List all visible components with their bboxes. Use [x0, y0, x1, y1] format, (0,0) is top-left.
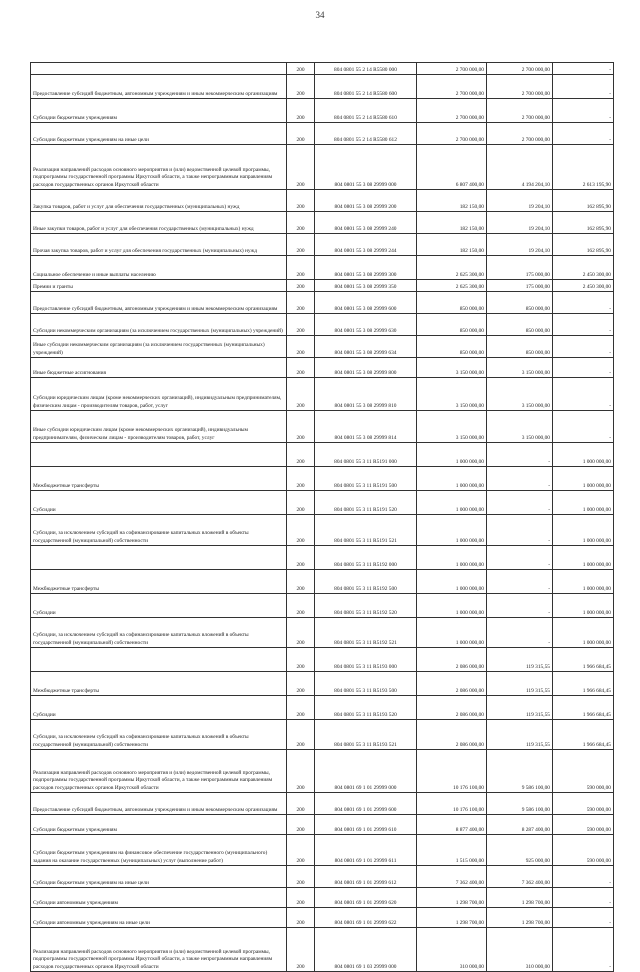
cell-name: Реализация направлений расходов основного мероприятия и (или) ведомственной целевой программы, подпрограммы государственной программы Иркутской области, а также непрограммным направлениям расходов государственных органов Иркутской области	[31, 750, 287, 793]
table-row	[31, 256, 614, 280]
cell-v2: 9 586 100,00	[487, 750, 553, 793]
cell-kbk: 804 0801 69 1 01 29999 600	[315, 793, 417, 815]
cell-v1: 182 150,00	[417, 234, 487, 256]
cell-name	[31, 648, 287, 672]
cell-code: 200	[287, 696, 315, 720]
cell-name: Субсидии	[31, 594, 287, 618]
cell-v3: 2 450 300,00	[553, 256, 614, 280]
cell-v1: 1 000 000,00	[417, 570, 487, 594]
cell-v3: -	[553, 928, 614, 972]
cell-v1: 1 298 700,00	[417, 908, 487, 928]
table-row	[31, 190, 614, 212]
cell-v3: -	[553, 292, 614, 314]
cell-v3: 1 966 684,45	[553, 696, 614, 720]
cell-kbk: 804 0801 55 3 11 R5191 520	[315, 491, 417, 515]
cell-name: Закупка товаров, работ и услуг для обеспечения государственных (муниципальных) нужд	[31, 190, 287, 212]
cell-v1: 8 877 400,00	[417, 815, 487, 835]
table-row	[31, 618, 614, 648]
cell-v3: -	[553, 888, 614, 908]
cell-v2: 175 000,00	[487, 256, 553, 280]
cell-v1: 3 150 000,00	[417, 411, 487, 443]
cell-v2: -	[487, 515, 553, 546]
cell-v1: 3 150 000,00	[417, 358, 487, 378]
cell-v1: 310 000,00	[417, 928, 487, 972]
table-row	[31, 546, 614, 570]
cell-v1: 182 150,00	[417, 190, 487, 212]
cell-v1: 2 625 300,00	[417, 256, 487, 280]
cell-v1: 2 625 300,00	[417, 280, 487, 292]
cell-v1: 2 700 000,00	[417, 123, 487, 145]
cell-kbk: 804 0801 55 3 08 29999 200	[315, 190, 417, 212]
cell-code: 200	[287, 546, 315, 570]
cell-kbk: 804 0801 55 3 11 R5192 521	[315, 618, 417, 648]
table-row	[31, 145, 614, 190]
cell-v1: 1 000 000,00	[417, 618, 487, 648]
cell-v3: 1 966 684,45	[553, 648, 614, 672]
cell-code: 200	[287, 443, 315, 467]
cell-code: 200	[287, 594, 315, 618]
cell-v3: 1 000 000,00	[553, 618, 614, 648]
table-row	[31, 835, 614, 866]
cell-v2: 119 315,55	[487, 672, 553, 696]
cell-name: Субсидии некоммерческим организациям (за исключением государственных (муниципальных) учреждений)	[31, 314, 287, 336]
cell-name: Субсидии, за исключением субсидий на софинансирование капитальных вложений в объекты государственной (муниципальной) собственности	[31, 515, 287, 546]
cell-name: Реализация направлений расходов основного мероприятия и (или) ведомственной целевой программы, подпрограммы государственной программы Иркутской области, а также непрограммным направлениям расходов государственных органов Иркутской области	[31, 145, 287, 190]
cell-v2: -	[487, 491, 553, 515]
cell-v1: 1 000 000,00	[417, 491, 487, 515]
table-row	[31, 123, 614, 145]
cell-name	[31, 63, 287, 75]
cell-kbk: 804 0801 55 3 08 29999 300	[315, 256, 417, 280]
cell-v2: 850 000,00	[487, 336, 553, 358]
cell-v3: -	[553, 358, 614, 378]
cell-kbk: 804 0801 69 1 01 29999 622	[315, 908, 417, 928]
cell-code: 200	[287, 212, 315, 234]
cell-v2: 119 315,55	[487, 696, 553, 720]
cell-code: 200	[287, 570, 315, 594]
table-row	[31, 467, 614, 491]
cell-v1: 2 086 000,00	[417, 648, 487, 672]
cell-kbk: 804 0801 55 3 11 R5193 000	[315, 648, 417, 672]
cell-name: Межбюджетные трансферты	[31, 570, 287, 594]
cell-v3: 1 000 000,00	[553, 594, 614, 618]
cell-v2: 1 298 700,00	[487, 908, 553, 928]
cell-v2: -	[487, 443, 553, 467]
cell-name: Межбюджетные трансферты	[31, 672, 287, 696]
cell-v1: 2 086 000,00	[417, 696, 487, 720]
cell-kbk: 804 0801 55 2 14 R5580 610	[315, 99, 417, 123]
cell-code: 200	[287, 378, 315, 411]
cell-kbk: 804 0801 55 2 14 R5580 600	[315, 75, 417, 99]
cell-v3: 162 895,90	[553, 190, 614, 212]
cell-v2: -	[487, 594, 553, 618]
cell-v1: 1 000 000,00	[417, 515, 487, 546]
table-row	[31, 515, 614, 546]
cell-v2: -	[487, 546, 553, 570]
cell-name: Субсидии бюджетным учреждениям	[31, 99, 287, 123]
cell-v1: 6 807 400,00	[417, 145, 487, 190]
cell-v1: 10 176 100,00	[417, 750, 487, 793]
cell-kbk: 804 0801 69 1 01 29999 620	[315, 888, 417, 908]
cell-v2: -	[487, 467, 553, 491]
cell-name: Субсидии бюджетным учреждениям на иные цели	[31, 866, 287, 888]
table-row	[31, 750, 614, 793]
cell-v3: 1 966 684,45	[553, 720, 614, 750]
cell-code: 200	[287, 358, 315, 378]
cell-v3: 162 895,90	[553, 234, 614, 256]
cell-v1: 1 298 700,00	[417, 888, 487, 908]
cell-kbk: 804 0801 55 3 08 29999 000	[315, 145, 417, 190]
cell-name: Прочая закупка товаров, работ и услуг для обеспечения государственных (муниципальных) нужд	[31, 234, 287, 256]
cell-kbk: 804 0801 55 3 08 29999 800	[315, 358, 417, 378]
cell-code: 200	[287, 491, 315, 515]
cell-name: Субсидии	[31, 491, 287, 515]
cell-v3: 1 000 000,00	[553, 491, 614, 515]
cell-kbk: 804 0801 55 2 14 R5580 612	[315, 123, 417, 145]
cell-v2: 925 000,00	[487, 835, 553, 866]
table-row	[31, 358, 614, 378]
cell-v1: 1 000 000,00	[417, 546, 487, 570]
cell-code: 200	[287, 888, 315, 908]
cell-code: 200	[287, 256, 315, 280]
cell-kbk: 804 0801 55 3 08 29999 634	[315, 336, 417, 358]
cell-v2: 850 000,00	[487, 314, 553, 336]
cell-kbk: 804 0801 55 3 11 R5191 500	[315, 467, 417, 491]
cell-kbk: 804 0801 55 3 08 29999 630	[315, 314, 417, 336]
cell-name: Субсидии автономным учреждениям на иные цели	[31, 908, 287, 928]
cell-kbk: 804 0801 55 3 11 R5193 500	[315, 672, 417, 696]
table-row	[31, 908, 614, 928]
cell-v2: 19 204,10	[487, 212, 553, 234]
cell-name: Предоставление субсидий бюджетным, автономным учреждениям и иным некоммерческим организациям	[31, 793, 287, 815]
cell-kbk: 804 0801 69 1 01 29999 610	[315, 815, 417, 835]
table-row	[31, 411, 614, 443]
budget-table	[30, 62, 614, 972]
cell-code: 200	[287, 314, 315, 336]
cell-v1: 1 000 000,00	[417, 443, 487, 467]
page-number: 34	[315, 10, 325, 20]
cell-code: 200	[287, 648, 315, 672]
cell-v3: -	[553, 378, 614, 411]
cell-v2: 19 204,10	[487, 190, 553, 212]
cell-v3: 590 000,00	[553, 835, 614, 866]
cell-kbk: 804 0801 55 2 14 R5580 000	[315, 63, 417, 75]
cell-v1: 2 700 000,00	[417, 99, 487, 123]
cell-code: 200	[287, 75, 315, 99]
cell-name: Реализация направлений расходов основного мероприятия и (или) ведомственной целевой программы, подпрограммы государственной программы Иркутской области, а также непрограммным направлениям расходов государственных органов Иркутской области	[31, 928, 287, 972]
cell-name: Иные субсидии некоммерческим организациям (за исключением государственных (муниципальных) учреждений)	[31, 336, 287, 358]
table-row	[31, 443, 614, 467]
cell-v3: -	[553, 336, 614, 358]
cell-v2: 310 000,00	[487, 928, 553, 972]
cell-v2: 4 194 204,10	[487, 145, 553, 190]
cell-name	[31, 443, 287, 467]
cell-code: 200	[287, 280, 315, 292]
cell-v2: 3 150 000,00	[487, 358, 553, 378]
cell-v2: 7 362 400,00	[487, 866, 553, 888]
cell-kbk: 804 0801 55 3 08 29999 350	[315, 280, 417, 292]
cell-v3: -	[553, 908, 614, 928]
cell-v3: 1 966 684,45	[553, 672, 614, 696]
cell-v2: 119 315,55	[487, 720, 553, 750]
cell-code: 200	[287, 672, 315, 696]
table-row	[31, 234, 614, 256]
cell-code: 200	[287, 928, 315, 972]
cell-v2: 2 700 000,00	[487, 99, 553, 123]
cell-v2: 175 000,00	[487, 280, 553, 292]
cell-code: 200	[287, 234, 315, 256]
cell-name: Иные закупки товаров, работ и услуг для обеспечения государственных (муниципальных) нужд	[31, 212, 287, 234]
cell-v3: -	[553, 411, 614, 443]
cell-v1: 1 000 000,00	[417, 594, 487, 618]
cell-v2: 9 586 100,00	[487, 793, 553, 815]
cell-code: 200	[287, 835, 315, 866]
cell-v2: -	[487, 618, 553, 648]
cell-v1: 2 700 000,00	[417, 75, 487, 99]
cell-v2: 1 298 700,00	[487, 888, 553, 908]
cell-code: 200	[287, 866, 315, 888]
cell-v2: 19 204,10	[487, 234, 553, 256]
cell-name: Субсидии, за исключением субсидий на софинансирование капитальных вложений в объекты государственной (муниципальной) собственности	[31, 720, 287, 750]
cell-code: 200	[287, 618, 315, 648]
cell-v2: 850 000,00	[487, 292, 553, 314]
cell-v3: 1 000 000,00	[553, 515, 614, 546]
cell-name: Субсидии бюджетным учреждениям	[31, 815, 287, 835]
table-row	[31, 672, 614, 696]
cell-v3: 1 000 000,00	[553, 570, 614, 594]
cell-name: Субсидии	[31, 696, 287, 720]
cell-v3: 2 450 300,00	[553, 280, 614, 292]
cell-v1: 7 362 400,00	[417, 866, 487, 888]
cell-v1: 850 000,00	[417, 336, 487, 358]
cell-kbk: 804 0801 55 3 11 R5193 520	[315, 696, 417, 720]
table-row	[31, 648, 614, 672]
table-row	[31, 815, 614, 835]
table-row	[31, 378, 614, 411]
cell-v1: 2 086 000,00	[417, 672, 487, 696]
table-row	[31, 280, 614, 292]
cell-v3: 590 000,00	[553, 793, 614, 815]
cell-v1: 850 000,00	[417, 314, 487, 336]
cell-code: 200	[287, 720, 315, 750]
cell-kbk: 804 0801 55 3 11 R5192 520	[315, 594, 417, 618]
cell-v3: -	[553, 123, 614, 145]
cell-v3: -	[553, 75, 614, 99]
cell-name: Межбюджетные трансферты	[31, 467, 287, 491]
table-row	[31, 63, 614, 75]
cell-kbk: 804 0801 55 3 08 29999 810	[315, 378, 417, 411]
cell-name: Субсидии бюджетным учреждениям на финансовое обеспечение государственного (муниципального) задания на оказание государственных (муниципальных) услуг (выполнение работ)	[31, 835, 287, 866]
cell-v2: 2 700 000,00	[487, 63, 553, 75]
cell-name: Предоставление субсидий бюджетным, автономным учреждениям и иным некоммерческим организациям	[31, 292, 287, 314]
cell-v1: 1 515 000,00	[417, 835, 487, 866]
cell-name: Субсидии, за исключением субсидий на софинансирование капитальных вложений в объекты государственной (муниципальной) собственности	[31, 618, 287, 648]
budget-table-body	[31, 63, 614, 972]
cell-kbk: 804 0801 55 3 11 R5192 500	[315, 570, 417, 594]
cell-v1: 10 176 100,00	[417, 793, 487, 815]
cell-code: 200	[287, 411, 315, 443]
cell-v2: 3 150 000,00	[487, 411, 553, 443]
table-row	[31, 866, 614, 888]
cell-name	[31, 546, 287, 570]
table-row	[31, 720, 614, 750]
cell-v3: 590 000,00	[553, 815, 614, 835]
cell-kbk: 804 0801 55 3 08 29999 244	[315, 234, 417, 256]
cell-kbk: 804 0801 55 3 11 R5192 000	[315, 546, 417, 570]
cell-v1: 2 700 000,00	[417, 63, 487, 75]
table-row	[31, 696, 614, 720]
cell-kbk: 804 0801 55 3 11 R5191 000	[315, 443, 417, 467]
table-row	[31, 928, 614, 972]
cell-name: Иные субсидии юридическим лицам (кроме некоммерческих организаций), индивидуальным предпринимателям, физическим лицам - производителям товаров, работ, услуг	[31, 411, 287, 443]
cell-v3: 1 000 000,00	[553, 546, 614, 570]
cell-v2: 8 287 400,00	[487, 815, 553, 835]
cell-code: 200	[287, 292, 315, 314]
cell-code: 200	[287, 99, 315, 123]
cell-name: Субсидии юридическим лицам (кроме некоммерческих организаций), индивидуальным предпринимателям, физическим лицам - производителям товаров, работ, услуг	[31, 378, 287, 411]
table-row	[31, 594, 614, 618]
cell-kbk: 804 0801 69 1 01 29999 000	[315, 750, 417, 793]
cell-code: 200	[287, 123, 315, 145]
cell-v2: 2 700 000,00	[487, 75, 553, 99]
cell-v1: 850 000,00	[417, 292, 487, 314]
cell-v2: 119 315,55	[487, 648, 553, 672]
cell-v3: 162 895,90	[553, 212, 614, 234]
cell-code: 200	[287, 793, 315, 815]
cell-kbk: 804 0801 55 3 08 29999 814	[315, 411, 417, 443]
cell-v1: 1 000 000,00	[417, 467, 487, 491]
cell-v3: -	[553, 314, 614, 336]
table-row	[31, 99, 614, 123]
cell-kbk: 804 0801 69 1 03 29999 000	[315, 928, 417, 972]
cell-code: 200	[287, 750, 315, 793]
cell-v3: 2 613 195,90	[553, 145, 614, 190]
table-row	[31, 793, 614, 815]
cell-v2: -	[487, 570, 553, 594]
cell-v1: 2 086 000,00	[417, 720, 487, 750]
cell-v1: 3 150 000,00	[417, 378, 487, 411]
cell-v3: -	[553, 99, 614, 123]
table-row	[31, 336, 614, 358]
cell-name: Премии и гранты	[31, 280, 287, 292]
cell-v3: 590 000,00	[553, 750, 614, 793]
cell-kbk: 804 0801 55 3 08 29999 240	[315, 212, 417, 234]
cell-kbk: 804 0801 55 3 11 R5191 521	[315, 515, 417, 546]
cell-code: 200	[287, 515, 315, 546]
table-row	[31, 75, 614, 99]
cell-v3: 1 000 000,00	[553, 467, 614, 491]
cell-code: 200	[287, 63, 315, 75]
cell-name: Иные бюджетные ассигнования	[31, 358, 287, 378]
cell-kbk: 804 0801 69 1 01 29999 612	[315, 866, 417, 888]
table-row	[31, 570, 614, 594]
cell-v1: 182 150,00	[417, 212, 487, 234]
cell-kbk: 804 0801 55 3 11 R5193 521	[315, 720, 417, 750]
table-row	[31, 314, 614, 336]
cell-code: 200	[287, 908, 315, 928]
table-row	[31, 292, 614, 314]
cell-name: Субсидии автономным учреждениям	[31, 888, 287, 908]
cell-name: Субсидии бюджетным учреждениям на иные цели	[31, 123, 287, 145]
cell-v3: -	[553, 866, 614, 888]
cell-code: 200	[287, 145, 315, 190]
cell-name: Социальное обеспечение и иные выплаты населению	[31, 256, 287, 280]
cell-v3: -	[553, 63, 614, 75]
cell-kbk: 804 0801 69 1 01 29999 611	[315, 835, 417, 866]
cell-v3: 1 000 000,00	[553, 443, 614, 467]
cell-code: 200	[287, 467, 315, 491]
table-row	[31, 212, 614, 234]
cell-code: 200	[287, 815, 315, 835]
cell-v2: 2 700 000,00	[487, 123, 553, 145]
cell-kbk: 804 0801 55 3 08 29999 600	[315, 292, 417, 314]
table-row	[31, 491, 614, 515]
cell-code: 200	[287, 336, 315, 358]
cell-v2: 3 150 000,00	[487, 378, 553, 411]
cell-code: 200	[287, 190, 315, 212]
cell-name: Предоставление субсидий бюджетным, автономным учреждениям и иным некоммерческим организациям	[31, 75, 287, 99]
